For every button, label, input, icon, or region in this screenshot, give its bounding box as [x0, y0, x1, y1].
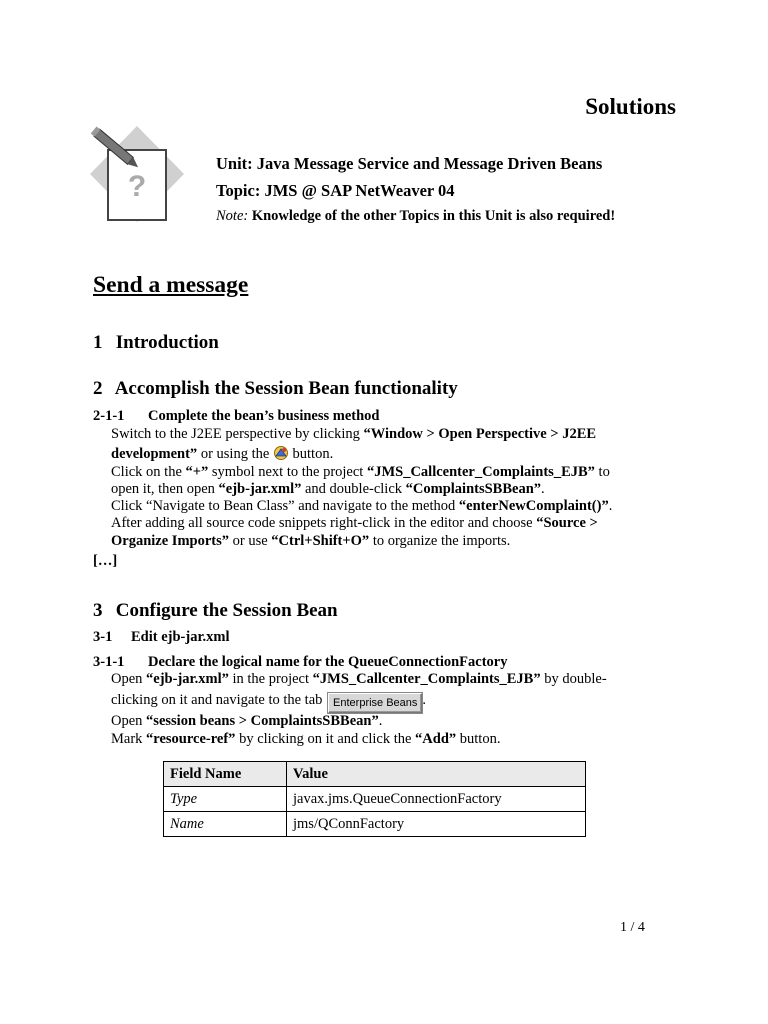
note-line — [216, 208, 615, 225]
note-text: Knowledge of the other Topics in this Unit is also required! — [248, 208, 616, 224]
text-span: “ComplaintsSBBean” — [405, 480, 542, 497]
section-2-heading — [93, 378, 458, 400]
text-span: “ejb-jar.xml” — [218, 480, 302, 497]
section-title: Introduction — [115, 332, 219, 353]
ellipsis — [93, 553, 117, 570]
note-label: Note: — [216, 208, 249, 224]
unit-line: Unit: Java Message Service and Message Driven Beans — [216, 154, 603, 173]
section-number: 2 — [93, 378, 103, 399]
section-3-instructions — [111, 671, 607, 748]
section-number: 1 — [93, 332, 103, 353]
text-span: symbol next to the project — [208, 463, 367, 480]
text-span: “+” — [185, 463, 209, 480]
subsection-2-1-1-heading — [93, 408, 379, 425]
text-span: or use — [229, 532, 272, 549]
perspective-icon[interactable] — [273, 445, 289, 461]
table-header-cell: Value — [287, 762, 586, 787]
text-span: “JMS_Callcenter_Complaints_EJB” — [366, 463, 595, 480]
text-span: development” — [111, 446, 198, 463]
page-number: 1 / 4 — [620, 920, 645, 935]
text-span: button. — [456, 730, 501, 747]
text-span: open it, then open — [111, 480, 219, 497]
section-number: 2-1-1 — [93, 408, 125, 424]
table-cell-field — [164, 787, 287, 812]
text-span: to organize the imports. — [369, 532, 511, 549]
main-heading: Send a message — [93, 272, 249, 298]
text-span: “session beans > ComplaintsSBBean” — [146, 713, 379, 730]
text-span: “Source > — [536, 515, 598, 532]
text-span: to — [594, 463, 610, 480]
section-2-instructions — [111, 426, 612, 550]
text-span: “Window > Open Perspective > J2EE — [363, 426, 597, 442]
section-title: Accomplish the Session Bean functionality — [114, 378, 458, 399]
text-span: . — [422, 692, 427, 709]
text-span: Click “Navigate to Bean Class” and navigate to the method — [111, 498, 459, 515]
section-number: 3-1-1 — [93, 654, 125, 670]
subsection-3-1-heading — [93, 629, 230, 646]
ellipsis-text: […] — [93, 553, 118, 569]
table-header-cell: Field Name — [164, 762, 287, 787]
table-row — [164, 787, 586, 812]
section-title: Declare the logical name for the QueueConnectionFactory — [148, 654, 508, 670]
section-title: Configure the Session Bean — [115, 600, 338, 621]
text-span: “ejb-jar.xml” — [146, 671, 229, 687]
text-span: Click on the — [111, 463, 186, 480]
text-span: Organize Imports” — [111, 532, 229, 549]
text-span: by double- — [540, 671, 607, 687]
text-span: in the project — [228, 671, 313, 687]
text-span: Switch to the J2EE perspective by clicking — [111, 426, 364, 442]
section-title: Complete the bean’s business method — [148, 408, 380, 424]
section-title: Edit ejb-jar.xml — [131, 629, 230, 645]
svg-text:?: ? — [127, 170, 147, 203]
text-span: . — [378, 713, 383, 730]
text-span: “Add” — [415, 730, 457, 747]
text-span: After adding all source code snippets right-click in the editor and choose — [111, 515, 537, 532]
field-name-text: Name — [170, 815, 204, 832]
section-3-heading — [93, 600, 338, 622]
text-span: “JMS_Callcenter_Complaints_EJB” — [312, 671, 541, 687]
text-span: button. — [288, 446, 334, 463]
text-span: and double-click — [301, 480, 406, 497]
resource-ref-table — [163, 761, 586, 837]
table-cell-field — [164, 812, 287, 837]
field-name-text: Type — [170, 790, 198, 807]
table-cell-value: javax.jms.QueueConnectionFactory — [287, 787, 586, 812]
topic-line: Topic: JMS @ SAP NetWeaver 04 — [216, 181, 455, 200]
table-header-row — [164, 762, 586, 787]
enterprise-beans-tab-button[interactable]: Enterprise Beans — [328, 693, 422, 713]
text-span: . — [541, 480, 545, 497]
text-span: clicking on it and navigate to the tab — [111, 692, 327, 709]
text-span: or using the — [197, 446, 273, 463]
table-row — [164, 812, 586, 837]
section-number: 3 — [93, 600, 103, 621]
table-cell-value: jms/QConnFactory — [287, 812, 586, 837]
section-number: 3-1 — [93, 629, 113, 645]
question-pencil-icon — [88, 124, 186, 224]
subsection-3-1-1-heading — [93, 654, 507, 671]
page-title: Solutions — [585, 94, 676, 119]
text-span: by clicking on it and click the — [235, 730, 416, 747]
text-span: “enterNewComplaint()” — [458, 498, 609, 515]
text-span: “resource-ref” — [146, 730, 236, 747]
text-span: Open — [111, 713, 147, 730]
text-span: Mark — [111, 730, 147, 747]
text-span: . — [608, 498, 613, 515]
text-span: “Ctrl+Shift+O” — [271, 532, 370, 549]
text-span: Open — [111, 671, 147, 687]
section-1-heading — [93, 332, 219, 354]
